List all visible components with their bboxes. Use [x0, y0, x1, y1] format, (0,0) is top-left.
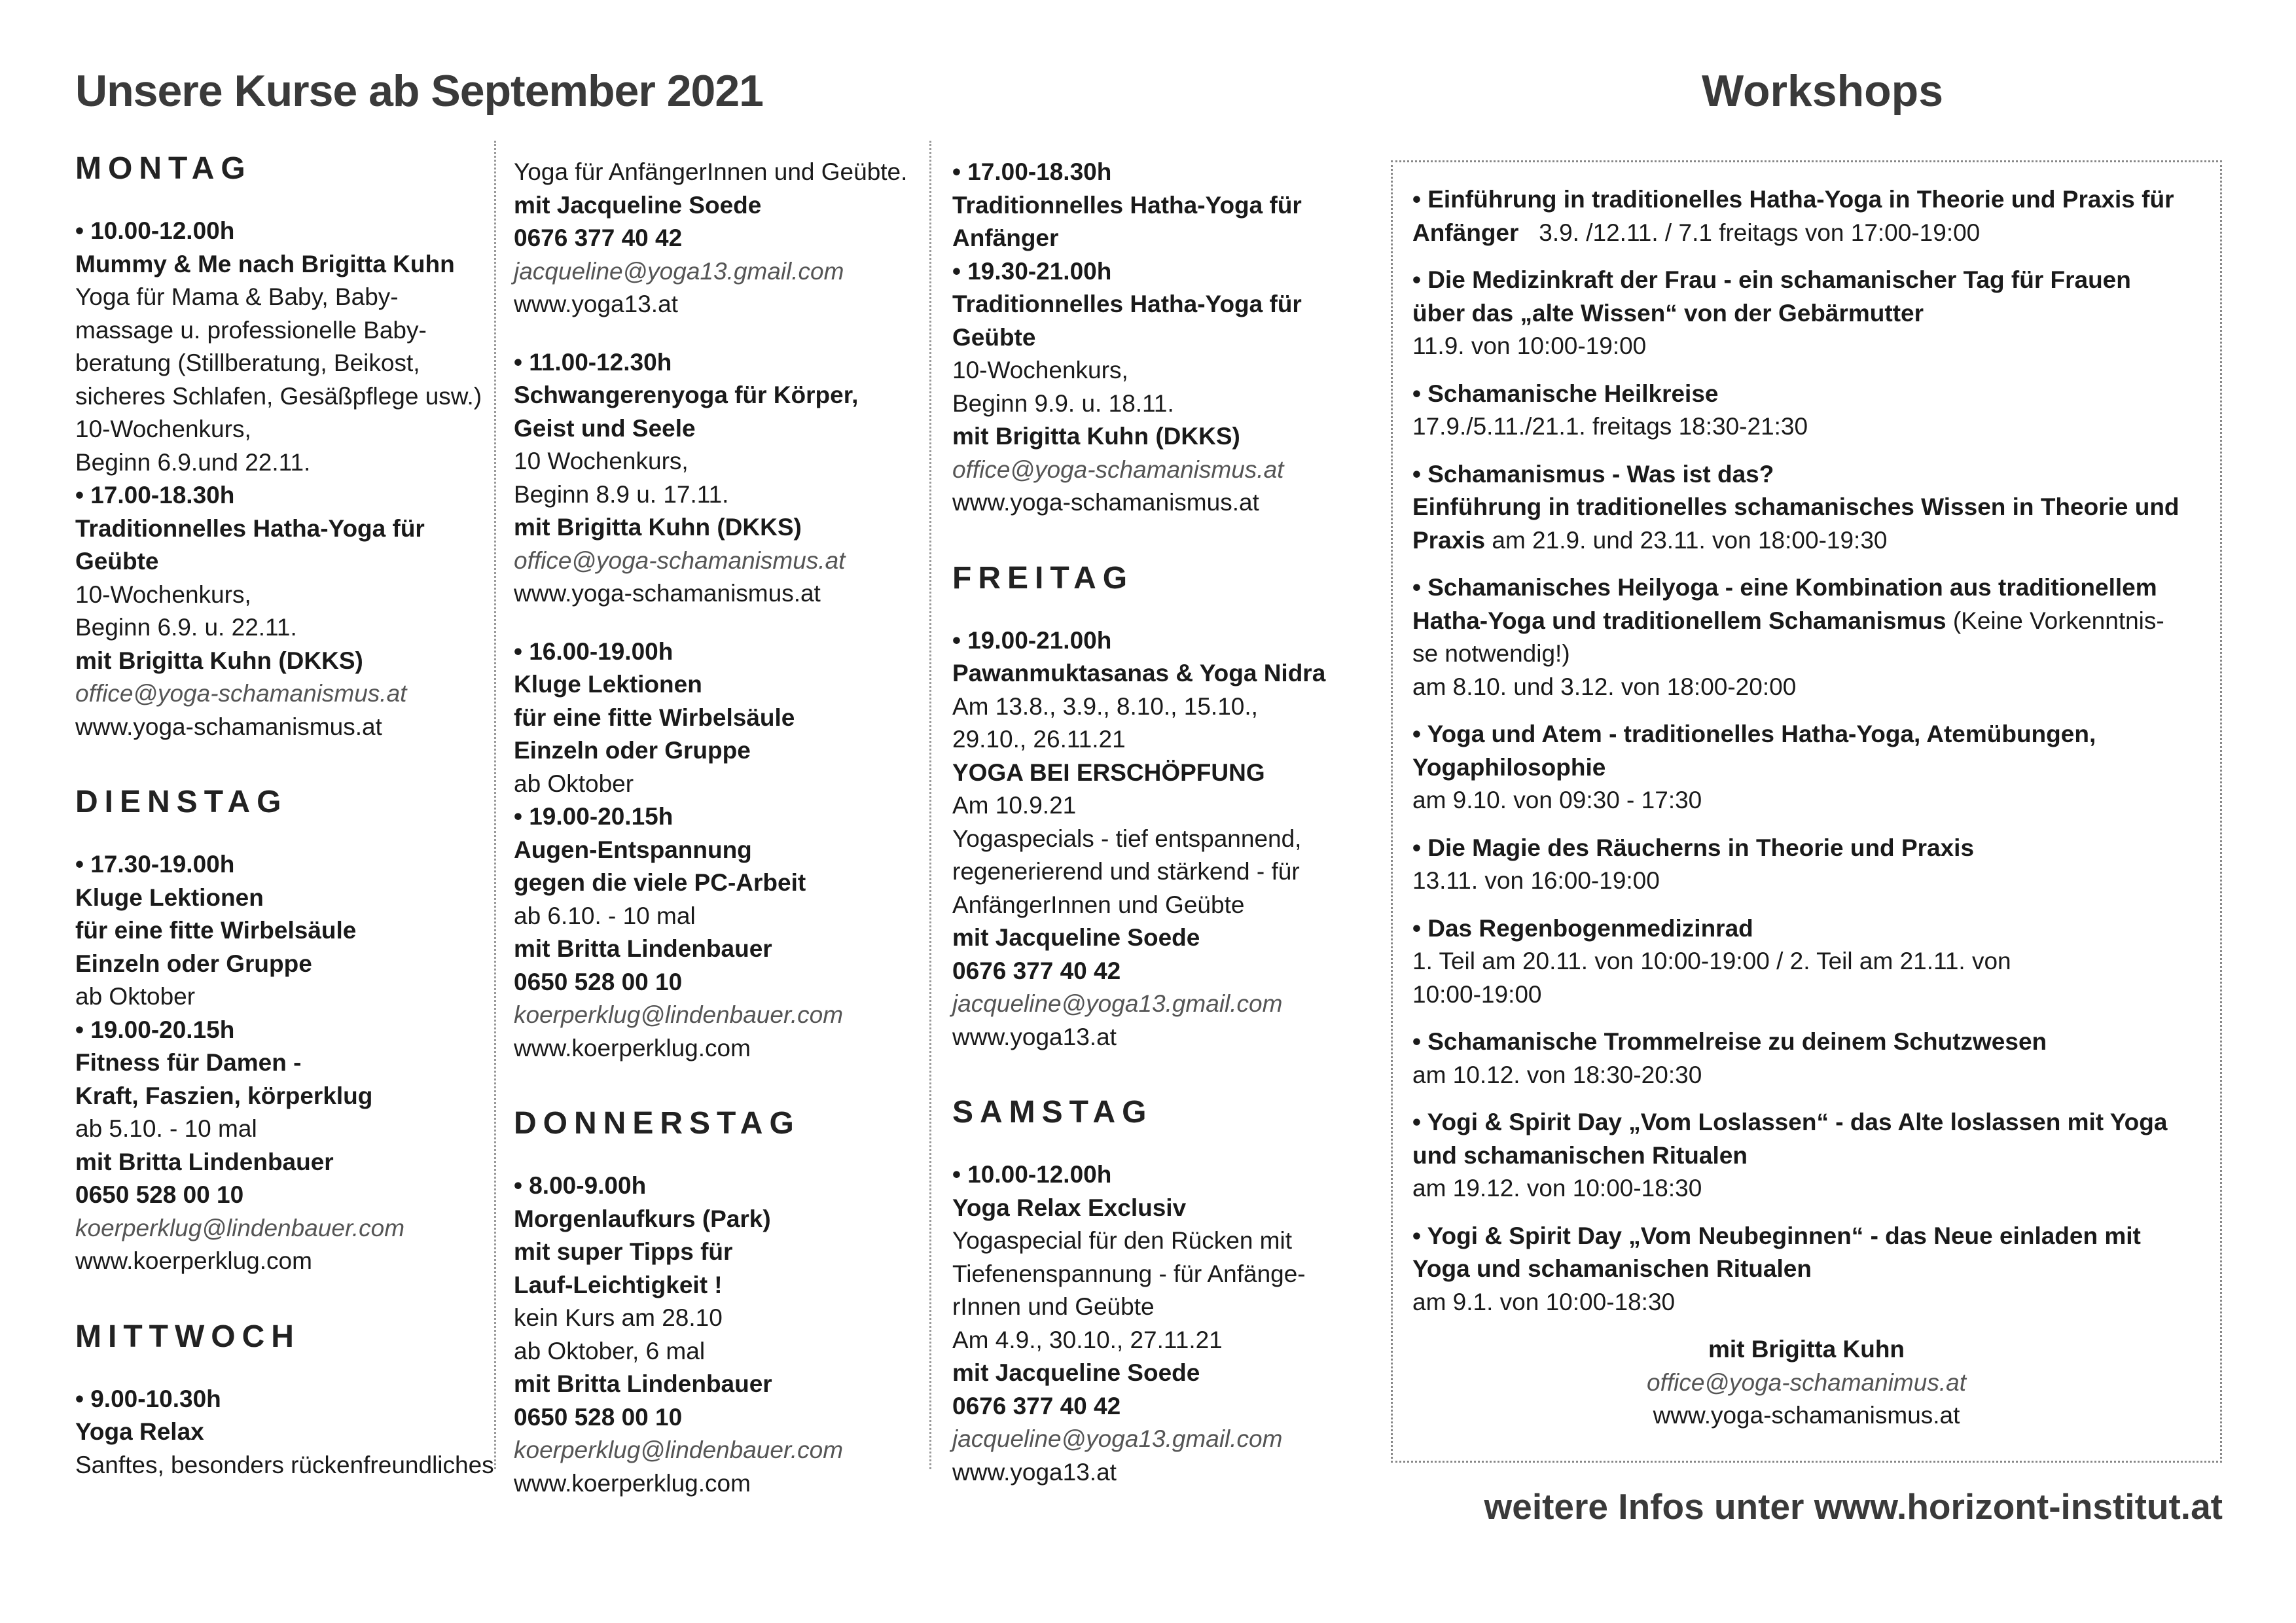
course-time: • 19.00-21.00h — [952, 626, 1112, 654]
workshop-item — [1412, 718, 2200, 817]
workshop-title: • Schamanische Heilkreise — [1412, 380, 1719, 407]
workshop-teacher: mit Brigitta Kuhn — [1708, 1336, 1905, 1363]
course-entry — [952, 156, 1358, 520]
workshop-title: Yoga und schamanischen Ritualen — [1412, 1255, 1812, 1282]
course-phone: 0650 528 00 10 — [75, 1181, 244, 1208]
workshops-contact — [1412, 1333, 2200, 1433]
course-title: Geübte — [952, 323, 1036, 351]
workshop-title: Einführung in traditionelles schamanisches Wissen in Theorie und — [1412, 493, 2179, 520]
course-website[interactable]: www.koerperklug.com — [514, 1034, 751, 1061]
course-teacher: mit Brigitta Kuhn (DKKS) — [75, 647, 363, 674]
course-phone: 0650 528 00 10 — [514, 1403, 683, 1431]
column-2 — [514, 156, 920, 1525]
workshop-dates: am 9.10. von 09:30 - 17:30 — [1412, 787, 1702, 813]
day-heading-freitag: FREITAG — [952, 560, 1134, 596]
course-text: 10-Wochenkurs, — [952, 357, 1128, 383]
course-email[interactable]: koerperklug@lindenbauer.com — [514, 1436, 844, 1463]
workshop-title: • Schamanische Trommelreise zu deinem Schutzwesen — [1412, 1028, 2047, 1055]
column-1 — [75, 149, 494, 1507]
course-text: Yoga für AnfängerInnen und Geübte. — [514, 158, 908, 185]
course-entry — [952, 624, 1358, 1054]
workshop-item — [1412, 832, 2200, 898]
course-text: 29.10., 26.11.21 — [952, 726, 1126, 753]
course-teacher: mit Britta Lindenbauer — [514, 935, 772, 962]
course-text: ab Oktober, 6 mal — [514, 1337, 706, 1364]
workshop-title: • Die Magie des Räucherns in Theorie und Praxis — [1412, 834, 1975, 861]
course-entry — [75, 215, 481, 743]
course-teacher: mit Jacqueline Soede — [514, 191, 762, 219]
workshop-title: und schamanischen Ritualen — [1412, 1141, 1748, 1169]
course-text: Am 4.9., 30.10., 27.11.21 — [952, 1326, 1223, 1353]
workshop-title: Praxis — [1412, 526, 1486, 554]
course-text: Beginn 9.9. u. 18.11. — [952, 389, 1174, 417]
workshop-dates: am 10.12. von 18:30-20:30 — [1412, 1061, 1702, 1088]
course-entry — [514, 1169, 920, 1500]
column-3 — [952, 156, 1358, 1514]
course-website[interactable]: www.yoga13.at — [952, 1023, 1117, 1050]
workshop-item — [1412, 571, 2200, 704]
course-text: Tiefenenspannung - für Anfänge- — [952, 1260, 1306, 1287]
course-phone: 0676 377 40 42 — [514, 224, 683, 251]
course-text: Beginn 8.9 u. 17.11. — [514, 480, 729, 508]
workshop-item — [1412, 183, 2200, 249]
workshop-dates: 17.9./5.11./21.1. freitags 18:30-21:30 — [1412, 413, 1808, 440]
course-website[interactable]: www.koerperklug.com — [75, 1247, 312, 1274]
column-divider — [494, 141, 496, 1469]
course-phone: 0650 528 00 10 — [514, 968, 683, 995]
course-website[interactable]: www.yoga13.at — [952, 1458, 1117, 1486]
course-text: Am 10.9.21 — [952, 792, 1077, 819]
workshop-title: Anfänger — [1412, 219, 1519, 246]
workshop-title: • Schamanisches Heilyoga - eine Kombination aus traditionellem — [1412, 574, 2157, 601]
workshop-dates: 1. Teil am 20.11. von 10:00-19:00 / 2. Teil am 21.11. von — [1412, 948, 2011, 974]
day-heading-dienstag: DIENSTAG — [75, 785, 288, 819]
course-teacher: mit Jacqueline Soede — [952, 1359, 1200, 1386]
course-title: mit super Tipps für — [514, 1238, 733, 1265]
course-text: kein Kurs am 28.10 — [514, 1304, 723, 1331]
course-title: Pawanmuktasanas & Yoga Nidra — [952, 660, 1326, 687]
workshop-website[interactable]: www.yoga-schamanismus.at — [1653, 1402, 1960, 1429]
course-teacher: mit Britta Lindenbauer — [75, 1148, 334, 1175]
course-text: sicheres Schlafen, Gesäßpflege usw.) — [75, 382, 482, 410]
course-text: 10-Wochenkurs, — [75, 580, 251, 608]
workshop-dates: am 9.1. von 10:00-18:30 — [1412, 1288, 1676, 1315]
course-title: Geist und Seele — [514, 414, 696, 442]
course-phone: 0676 377 40 42 — [952, 957, 1121, 984]
course-text: 10 Wochenkurs, — [514, 448, 689, 474]
workshop-dates: am 19.12. von 10:00-18:30 — [1412, 1175, 1702, 1202]
course-text: ab Oktober — [75, 983, 196, 1010]
course-title: YOGA BEI ERSCHÖPFUNG — [952, 758, 1265, 786]
workshop-dates: am 8.10. und 3.12. von 18:00-20:00 — [1412, 673, 1797, 700]
day-heading-donnerstag: DONNERSTAG — [514, 1106, 800, 1141]
workshops-box — [1391, 160, 2222, 1463]
course-title: Einzeln oder Gruppe — [514, 737, 751, 764]
course-entry — [75, 1383, 494, 1482]
course-text: beratung (Stillberatung, Beikost, — [75, 349, 420, 376]
course-time: • 19.00-20.15h — [514, 803, 673, 830]
course-title: Schwangerenyoga für Körper, — [514, 382, 859, 408]
course-time: • 19.00-20.15h — [75, 1016, 235, 1043]
course-email[interactable]: jacqueline@yoga13.gmail.com — [952, 990, 1283, 1017]
course-text: Yogaspecials - tief entspannend, — [952, 825, 1302, 852]
course-email[interactable]: jacqueline@yoga13.gmail.com — [514, 257, 844, 285]
workshop-dates: am 21.9. und 23.11. von 18:00-19:30 — [1492, 526, 1888, 554]
workshop-item — [1412, 1220, 2200, 1319]
course-text: massage u. professionelle Baby- — [75, 316, 427, 344]
course-title: Fitness für Damen - — [75, 1049, 302, 1076]
course-website[interactable]: www.yoga-schamanismus.at — [952, 489, 1259, 516]
course-text: Yogaspecial für den Rücken mit — [952, 1227, 1292, 1254]
course-title: Kraft, Faszien, körperklug — [75, 1082, 373, 1109]
day-heading-montag: MONTAG — [75, 151, 252, 186]
workshops-title: Workshops — [1702, 66, 1944, 116]
course-text: Yoga für Mama & Baby, Baby- — [75, 283, 399, 310]
workshop-dates: 13.11. von 16:00-19:00 — [1412, 867, 1660, 894]
workshop-item — [1412, 378, 2200, 444]
workshop-title: • Yogi & Spirit Day „Vom Neubeginnen“ - das Neue einladen mit — [1412, 1222, 2141, 1249]
course-title: Traditionnelles Hatha-Yoga für — [952, 191, 1302, 219]
day-heading-samstag: SAMSTAG — [952, 1095, 1153, 1130]
course-entry — [952, 1158, 1358, 1489]
course-title: Anfänger — [952, 224, 1059, 251]
column-divider — [929, 141, 931, 1469]
course-title: Mummy & Me nach Brigitta Kuhn — [75, 250, 455, 277]
workshop-item — [1412, 912, 2200, 1012]
course-website[interactable]: www.yoga-schamanismus.at — [514, 580, 821, 607]
course-title: Augen-Entspannung — [514, 836, 752, 863]
workshop-title: • Schamanismus - Was ist das? — [1412, 460, 1774, 488]
course-title: Traditionnelles Hatha-Yoga für — [75, 514, 425, 542]
course-text: Sanftes, besonders rückenfreundliches — [75, 1451, 494, 1478]
workshop-dates: 3.9. /12.11. / 7.1 freitags von 17:00-19:00 — [1539, 219, 1981, 246]
course-text: Am 13.8., 3.9., 8.10., 15.10., — [952, 692, 1258, 720]
more-info-link[interactable]: weitere Infos unter www.horizont-institut.at — [1484, 1486, 2223, 1527]
course-website[interactable]: www.yoga13.at — [514, 291, 678, 317]
workshop-email[interactable]: office@yoga-schamanimus.at — [1647, 1368, 1966, 1396]
course-time: • 16.00-19.00h — [514, 637, 673, 665]
course-title: Lauf-Leichtigkeit ! — [514, 1271, 723, 1298]
course-text: 10-Wochenkurs, — [75, 416, 251, 442]
page-title: Unsere Kurse ab September 2021 — [75, 66, 763, 116]
course-text: regenerierend und stärkend - für — [952, 858, 1300, 885]
course-website[interactable]: www.koerperklug.com — [514, 1469, 751, 1497]
course-teacher: mit Brigitta Kuhn (DKKS) — [952, 423, 1240, 450]
course-text: ab 6.10. - 10 mal — [514, 902, 696, 929]
course-teacher: mit Jacqueline Soede — [952, 924, 1200, 951]
course-title: gegen die viele PC-Arbeit — [514, 869, 806, 896]
course-website[interactable]: www.yoga-schamanismus.at — [75, 713, 382, 740]
course-text: rInnen und Geübte — [952, 1293, 1155, 1320]
workshop-dates: 11.9. von 10:00-19:00 — [1412, 332, 1647, 359]
course-time: • 17.00-18.30h — [75, 482, 235, 508]
course-teacher: mit Britta Lindenbauer — [514, 1370, 772, 1397]
course-title: Kluge Lektionen — [75, 883, 264, 911]
course-title: für eine fitte Wirbelsäule — [514, 704, 795, 731]
course-text: ab Oktober — [514, 770, 634, 797]
course-text: ab 5.10. - 10 mal — [75, 1115, 257, 1142]
workshop-item — [1412, 458, 2200, 558]
course-time: • 19.30-21.00h — [952, 257, 1112, 285]
course-title: Morgenlaufkurs (Park) — [514, 1205, 771, 1232]
workshop-item — [1412, 1106, 2200, 1205]
workshop-title: Hatha-Yoga und traditionellem Schamanismus — [1412, 607, 1946, 634]
course-email[interactable]: office@yoga-schamanismus.at — [952, 455, 1284, 483]
course-time: • 9.00-10.30h — [75, 1385, 221, 1412]
course-title: Kluge Lektionen — [514, 671, 702, 698]
course-text: Beginn 6.9. u. 22.11. — [75, 614, 297, 641]
course-time: • 10.00-12.00h — [952, 1161, 1112, 1188]
workshop-item — [1412, 1026, 2200, 1092]
course-time: • 11.00-12.30h — [514, 348, 672, 376]
course-time: • 10.00-12.00h — [75, 217, 235, 244]
course-email[interactable]: jacqueline@yoga13.gmail.com — [952, 1425, 1283, 1452]
course-email[interactable]: koerperklug@lindenbauer.com — [514, 1001, 844, 1028]
course-teacher: mit Brigitta Kuhn (DKKS) — [514, 514, 802, 541]
workshop-item — [1412, 264, 2200, 363]
course-email[interactable]: office@yoga-schamanismus.at — [75, 680, 407, 707]
course-phone: 0676 377 40 42 — [952, 1392, 1121, 1419]
course-email[interactable]: koerperklug@lindenbauer.com — [75, 1214, 405, 1241]
workshop-title: • Einführung in traditionelles Hatha-Yoga in Theorie und Praxis für — [1412, 186, 2174, 213]
course-entry — [514, 346, 920, 611]
course-text: AnfängerInnen und Geübte — [952, 891, 1245, 918]
workshop-note: se notwendig!) — [1412, 640, 1570, 667]
course-title: Yoga Relax — [75, 1418, 204, 1445]
course-time: • 17.30-19.00h — [75, 851, 235, 878]
course-entry — [514, 156, 920, 321]
course-time: • 17.00-18.30h — [952, 158, 1112, 185]
course-entry — [514, 635, 920, 1065]
workshop-title: • Yoga und Atem - traditionelles Hatha-Yoga, Atemübungen, — [1412, 721, 2096, 747]
workshop-title: • Yogi & Spirit Day „Vom Loslassen“ - das Alte loslassen mit Yoga — [1412, 1109, 2168, 1135]
workshop-title: Yogaphilosophie — [1412, 753, 1606, 781]
course-text: Beginn 6.9.und 22.11. — [75, 448, 311, 476]
course-time: • 8.00-9.00h — [514, 1172, 647, 1199]
workshop-title: über das „alte Wissen“ von der Gebärmutter — [1412, 299, 1924, 327]
course-entry — [75, 848, 481, 1278]
workshop-dates: 10:00-19:00 — [1412, 980, 1542, 1008]
workshop-title: • Das Regenbogenmedizinrad — [1412, 914, 1753, 942]
workshop-note: (Keine Vorkenntnis- — [1952, 607, 2164, 634]
course-title: Yoga Relax Exclusiv — [952, 1194, 1187, 1221]
workshop-title: • Die Medizinkraft der Frau - ein schamanischer Tag für Frauen — [1412, 266, 2131, 293]
course-title: Einzeln oder Gruppe — [75, 950, 312, 977]
course-title: Traditionnelles Hatha-Yoga für — [952, 291, 1302, 317]
course-email[interactable]: office@yoga-schamanismus.at — [514, 546, 846, 574]
course-title: Geübte — [75, 548, 159, 575]
day-heading-mittwoch: MITTWOCH — [75, 1319, 300, 1354]
course-title: für eine fitte Wirbelsäule — [75, 917, 357, 944]
